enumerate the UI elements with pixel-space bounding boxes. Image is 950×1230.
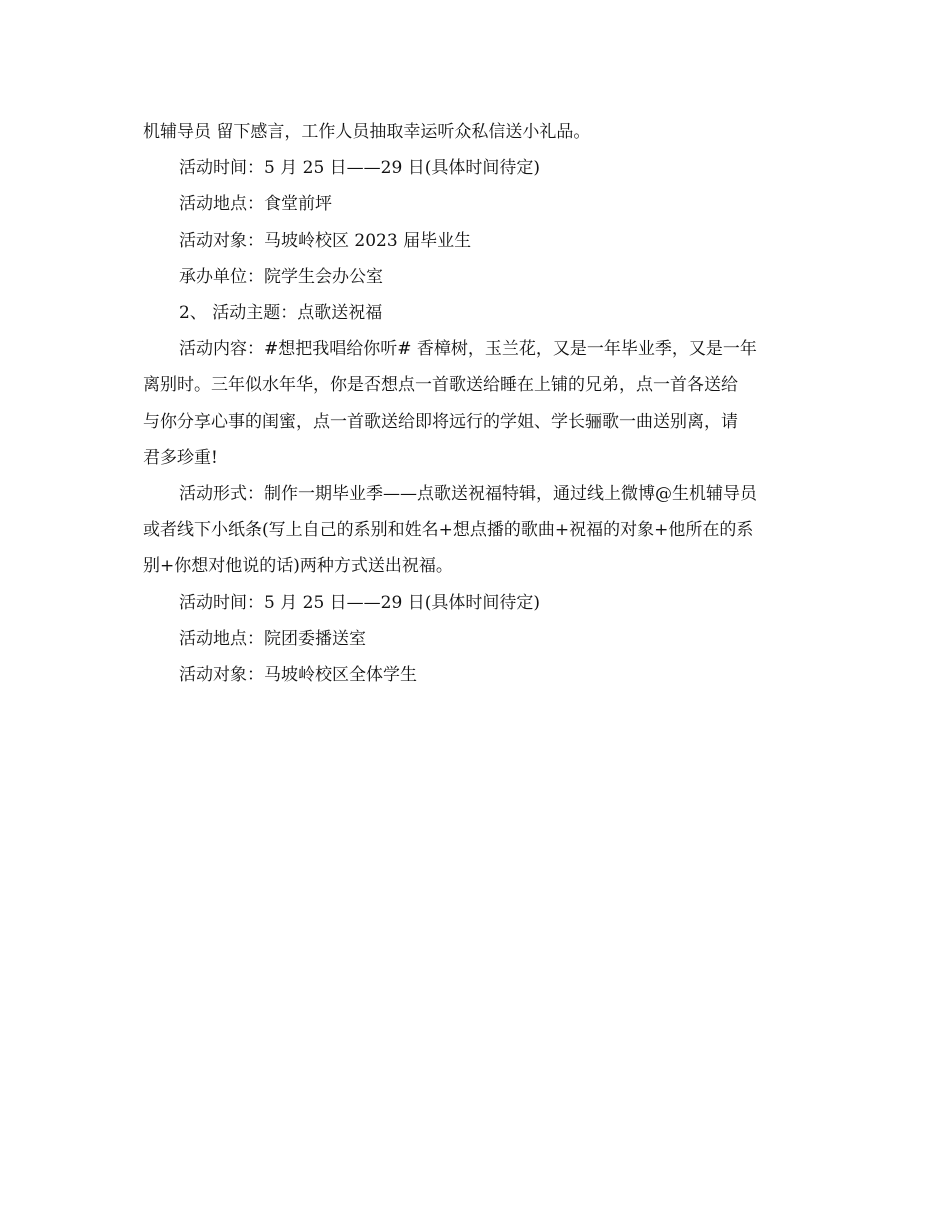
intro-continuation-line: 机辅导员 留下感言，工作人员抽取幸运听众私信送小礼品。 <box>143 122 591 142</box>
activity2-form-paragraph <box>143 476 808 585</box>
activity2-form-line-1: 活动形式：制作一期毕业季——点歌送祝福特辑，通过线上微博@生机辅导员 <box>179 484 757 505</box>
activity2-content-line-4: 君多珍重! <box>143 447 218 468</box>
activity2-content-line-1: 活动内容：#想把我唱给你听# 香樟树，玉兰花，又是一年毕业季，又是一年 <box>179 339 757 360</box>
activity1-place-line: 活动地点：食堂前坪 <box>179 194 332 215</box>
activity1-target-line: 活动对象：马坡岭校区 2023 届毕业生 <box>179 230 472 251</box>
activity1-organizer-line: 承办单位：院学生会办公室 <box>179 266 383 287</box>
activity2-place-line: 活动地点：院团委播送室 <box>179 628 366 649</box>
activity2-form-line-3: 别+你想对他说的话)两种方式送出祝福。 <box>143 556 453 577</box>
activity2-content-line-2: 离别时。三年似水年华，你是否想点一首歌送给睡在上铺的兄弟，点一首各送给 <box>143 375 738 396</box>
document-body <box>143 114 808 693</box>
activity2-theme-heading: 2、 活动主题：点歌送祝福 <box>179 303 383 324</box>
activity2-target-line: 活动对象：马坡岭校区全体学生 <box>179 665 417 686</box>
activity1-time-line: 活动时间：5 月 25 日——29 日(具体时间待定) <box>179 158 540 179</box>
activity2-content-paragraph <box>143 331 808 476</box>
activity2-form-line-2: 或者线下小纸条(写上自己的系别和姓名+想点播的歌曲+祝福的对象+他所在的系 <box>143 520 754 541</box>
activity2-time-line: 活动时间：5 月 25 日——29 日(具体时间待定) <box>179 592 540 613</box>
activity2-content-line-3: 与你分享心事的闺蜜，点一首歌送给即将远行的学姐、学长骊歌一曲送别离，请 <box>143 411 738 432</box>
